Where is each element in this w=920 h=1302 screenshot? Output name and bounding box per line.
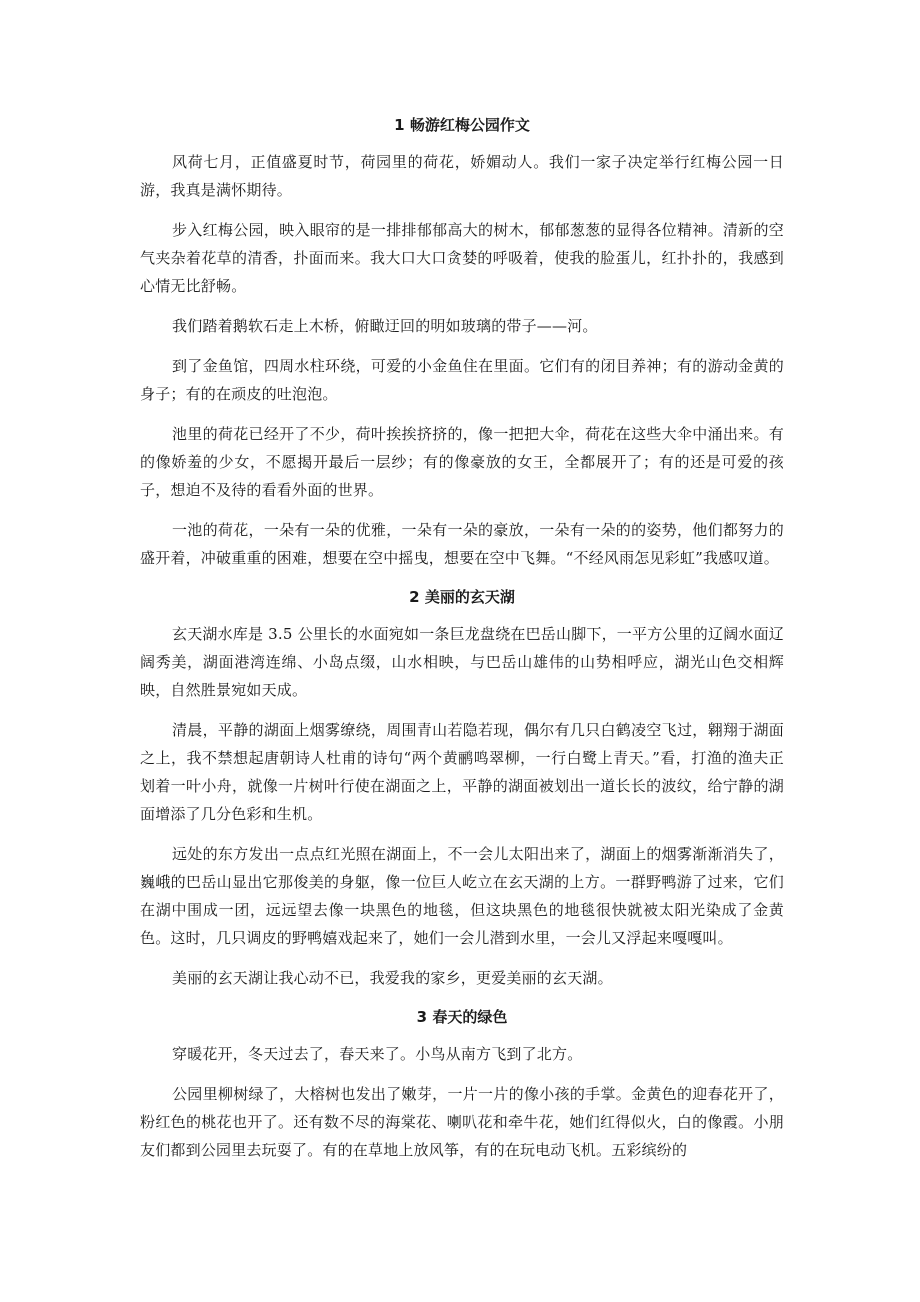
paragraph: 穿暖花开，冬天过去了，春天来了。小鸟从南方飞到了北方。 — [172, 1045, 583, 1063]
paragraph: 远处的东方发出一点点红光照在湖面上，不一会儿太阳出来了，湖面上的烟雾渐渐消失了，巍峨的巴岳山显出它那俊美的身躯，像一位巨人屹立在玄天湖的上方。一群野鸭游了过来，它们在湖中围成一团，远远望去像一块黑色的地毯，但这块黑色的地毯很快就被太阳光染成了金黄色。这时，几只调皮的野鸭嬉戏起来了，她们一会儿潜到水里，一会儿又浮起来嘎嘎叫。 — [140, 845, 784, 947]
paragraph: 一池的荷花，一朵有一朵的优雅，一朵有一朵的豪放，一朵有一朵的的姿势，他们都努力的盛开着，冲破重重的困难，想要在空中摇曳，想要在空中飞舞。“不经风雨怎见彩虹”我感叹道。 — [140, 521, 784, 567]
paragraph: 池里的荷花已经开了不少，荷叶挨挨挤挤的，像一把把大伞，荷花在这些大伞中涌出来。有的像娇羞的少女，不愿揭开最后一层纱；有的像豪放的女王，全都展开了；有的还是可爱的孩子，想迫不及待的看看外面的世界。 — [140, 425, 784, 499]
paragraph: 清晨，平静的湖面上烟雾缭绕，周围青山若隐若现，偶尔有几只白鹤凌空飞过，翱翔于湖面之上，我不禁想起唐朝诗人杜甫的诗句“两个黄鹂鸣翠柳，一行白鹭上青天。”看，打渔的渔夫正划着一叶小舟，就像一片树叶行使在湖面之上，平静的湖面被划出一道长长的波纹，给宁静的湖面增添了几分色彩和生机。 — [140, 721, 784, 823]
paragraph: 我们踏着鹅软石走上木桥，俯瞰迂回的明如玻璃的带子——河。 — [172, 317, 598, 335]
paragraph: 公园里柳树绿了，大榕树也发出了嫩芽，一片一片的像小孩的手掌。金黄色的迎春花开了，粉红色的桃花也开了。还有数不尽的海棠花、喇叭花和牵牛花，她们红得似火，白的像霞。小朋友们都到公园里去玩耍了。有的在草地上放风筝，有的在玩电动飞机。五彩缤纷的 — [140, 1085, 784, 1159]
section-title: 3 春天的绿色 — [416, 1008, 508, 1026]
paragraph: 美丽的玄天湖让我心动不已，我爱我的家乡，更爱美丽的玄天湖。 — [172, 969, 613, 987]
paragraph: 步入红梅公园，映入眼帘的是一排排郁郁高大的树木，郁郁葱葱的显得各位精神。清新的空气夹杂着花草的清香，扑面而来。我大口大口贪婪的呼吸着，使我的脸蛋儿，红扑扑的，我感到心情无比舒畅。 — [140, 221, 784, 295]
paragraph: 风荷七月，正值盛夏时节，荷园里的荷花，娇媚动人。我们一家子决定举行红梅公园一日游，我真是满怀期待。 — [140, 153, 784, 199]
section-3 — [140, 1004, 784, 1164]
section-2 — [140, 584, 784, 992]
paragraph: 玄天湖水库是 3.5 公里长的水面宛如一条巨龙盘绕在巴岳山脚下，一平方公里的辽阔水面辽阔秀美，湖面港湾连绵、小岛点缀，山水相映，与巴岳山雄伟的山势相呼应，湖光山色交相辉映，自然胜景宛如天成。 — [140, 625, 784, 699]
section-title: 2 美丽的玄天湖 — [409, 588, 515, 606]
section-1 — [140, 112, 784, 572]
section-title: 1 畅游红梅公园作文 — [394, 116, 530, 134]
paragraph: 到了金鱼馆，四周水柱环绕，可爱的小金鱼住在里面。它们有的闭目养神；有的游动金黄的身子；有的在顽皮的吐泡泡。 — [140, 357, 784, 403]
document-body — [140, 112, 784, 1176]
